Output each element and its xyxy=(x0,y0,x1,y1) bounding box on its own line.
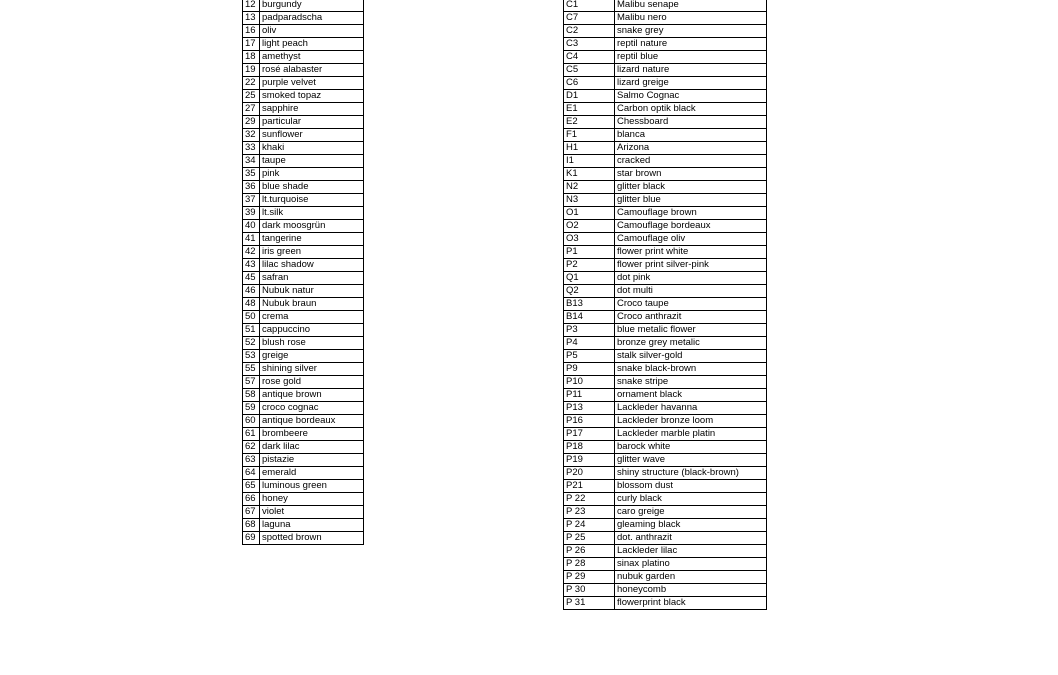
color-name-cell: rosé alabaster xyxy=(260,64,364,77)
color-name-cell: glitter blue xyxy=(615,194,767,207)
table-row xyxy=(564,168,767,181)
table-row xyxy=(564,363,767,376)
table-row xyxy=(243,38,364,51)
table-row xyxy=(243,285,364,298)
color-name-cell: crema xyxy=(260,311,364,324)
color-name-cell: oliv xyxy=(260,25,364,38)
color-table-pattern xyxy=(563,0,767,610)
color-code-cell: B13 xyxy=(564,298,615,311)
color-code-cell: P5 xyxy=(564,350,615,363)
color-code-cell: Q1 xyxy=(564,272,615,285)
color-code-cell: 50 xyxy=(243,311,260,324)
table-row xyxy=(243,389,364,402)
table-row xyxy=(564,207,767,220)
color-code-cell: N3 xyxy=(564,194,615,207)
color-code-cell: 53 xyxy=(243,350,260,363)
color-code-cell: 39 xyxy=(243,207,260,220)
color-code-cell: P9 xyxy=(564,363,615,376)
color-name-cell: dot. anthrazit xyxy=(615,532,767,545)
table-row xyxy=(243,454,364,467)
table-row xyxy=(243,363,364,376)
color-name-cell: Lackleder lilac xyxy=(615,545,767,558)
table-row xyxy=(564,38,767,51)
color-code-cell: 13 xyxy=(243,12,260,25)
table-row xyxy=(243,376,364,389)
color-code-cell: 43 xyxy=(243,259,260,272)
table-row xyxy=(564,142,767,155)
color-code-cell: 19 xyxy=(243,64,260,77)
color-name-cell: croco cognac xyxy=(260,402,364,415)
color-code-cell: C6 xyxy=(564,77,615,90)
table-row xyxy=(564,103,767,116)
table-row xyxy=(243,142,364,155)
table-row xyxy=(564,155,767,168)
table-row xyxy=(243,493,364,506)
table-row xyxy=(564,480,767,493)
color-code-cell: P13 xyxy=(564,402,615,415)
table-row xyxy=(564,545,767,558)
color-name-cell: Malibu senape xyxy=(615,0,767,12)
color-code-cell: 41 xyxy=(243,233,260,246)
color-code-cell: 25 xyxy=(243,90,260,103)
color-code-cell: O1 xyxy=(564,207,615,220)
color-code-cell: P3 xyxy=(564,324,615,337)
color-code-cell: 34 xyxy=(243,155,260,168)
table-row xyxy=(564,129,767,142)
table-row xyxy=(564,350,767,363)
color-name-cell: Carbon optik black xyxy=(615,103,767,116)
table-row xyxy=(243,77,364,90)
table-row xyxy=(243,324,364,337)
color-code-cell: 29 xyxy=(243,116,260,129)
color-name-cell: spotted brown xyxy=(260,532,364,545)
color-code-cell: P 31 xyxy=(564,597,615,610)
color-name-cell: barock white xyxy=(615,441,767,454)
color-name-cell: flower print silver-pink xyxy=(615,259,767,272)
color-name-cell: curly black xyxy=(615,493,767,506)
table-row xyxy=(564,64,767,77)
color-name-cell: blue metalic flower xyxy=(615,324,767,337)
color-name-cell: brombeere xyxy=(260,428,364,441)
color-code-cell: D1 xyxy=(564,90,615,103)
color-code-cell: P4 xyxy=(564,337,615,350)
color-name-cell: burgundy xyxy=(260,0,364,12)
color-name-cell: iris green xyxy=(260,246,364,259)
color-name-cell: ornament black xyxy=(615,389,767,402)
color-code-cell: P 30 xyxy=(564,584,615,597)
color-name-cell: flower print white xyxy=(615,246,767,259)
color-name-cell: taupe xyxy=(260,155,364,168)
color-name-cell: greige xyxy=(260,350,364,363)
color-name-cell: dot multi xyxy=(615,285,767,298)
table-row xyxy=(564,77,767,90)
table-row xyxy=(243,428,364,441)
table-row xyxy=(564,389,767,402)
table-row xyxy=(564,272,767,285)
color-name-cell: smoked topaz xyxy=(260,90,364,103)
color-code-cell: P16 xyxy=(564,415,615,428)
color-name-cell: shiny structure (black-brown) xyxy=(615,467,767,480)
color-name-cell: snake stripe xyxy=(615,376,767,389)
color-name-cell: snake grey xyxy=(615,25,767,38)
table-row xyxy=(564,506,767,519)
table-row xyxy=(243,532,364,545)
color-name-cell: flowerprint black xyxy=(615,597,767,610)
color-name-cell: sapphire xyxy=(260,103,364,116)
color-code-cell: 12 xyxy=(243,0,260,12)
table-row xyxy=(564,25,767,38)
color-name-cell: Malibu nero xyxy=(615,12,767,25)
table-row xyxy=(564,298,767,311)
color-code-cell: 37 xyxy=(243,194,260,207)
color-code-cell: N2 xyxy=(564,181,615,194)
color-name-cell: shining silver xyxy=(260,363,364,376)
color-name-cell: lt.silk xyxy=(260,207,364,220)
color-code-cell: 48 xyxy=(243,298,260,311)
color-name-cell: sinax platino xyxy=(615,558,767,571)
color-code-cell: 27 xyxy=(243,103,260,116)
color-name-cell: snake black-brown xyxy=(615,363,767,376)
color-code-cell: 45 xyxy=(243,272,260,285)
table-row xyxy=(243,116,364,129)
table-row xyxy=(243,272,364,285)
color-code-cell: 33 xyxy=(243,142,260,155)
color-code-cell: 63 xyxy=(243,454,260,467)
color-code-cell: O2 xyxy=(564,220,615,233)
table-row xyxy=(564,558,767,571)
color-name-cell: Croco anthrazit xyxy=(615,311,767,324)
color-code-cell: 57 xyxy=(243,376,260,389)
table-row xyxy=(243,519,364,532)
color-name-cell: blanca xyxy=(615,129,767,142)
color-code-cell: 59 xyxy=(243,402,260,415)
table-row xyxy=(243,441,364,454)
table-row xyxy=(564,246,767,259)
color-code-cell: 65 xyxy=(243,480,260,493)
color-code-cell: 51 xyxy=(243,324,260,337)
color-name-cell: amethyst xyxy=(260,51,364,64)
color-name-cell: antique brown xyxy=(260,389,364,402)
color-code-cell: 68 xyxy=(243,519,260,532)
table-row xyxy=(243,194,364,207)
color-code-cell: Q2 xyxy=(564,285,615,298)
color-code-cell: E1 xyxy=(564,103,615,116)
table-row xyxy=(564,441,767,454)
color-code-cell: 16 xyxy=(243,25,260,38)
color-name-cell: glitter black xyxy=(615,181,767,194)
color-name-cell: star brown xyxy=(615,168,767,181)
table-row xyxy=(564,181,767,194)
table-row xyxy=(243,129,364,142)
color-code-cell: O3 xyxy=(564,233,615,246)
color-name-cell: violet xyxy=(260,506,364,519)
table-row xyxy=(243,415,364,428)
table-row xyxy=(564,519,767,532)
table-row xyxy=(243,12,364,25)
color-name-cell: emerald xyxy=(260,467,364,480)
color-code-cell: 32 xyxy=(243,129,260,142)
color-name-cell: glitter wave xyxy=(615,454,767,467)
table-row xyxy=(564,337,767,350)
table-row xyxy=(243,246,364,259)
table-row xyxy=(564,597,767,610)
color-code-cell: 67 xyxy=(243,506,260,519)
color-name-cell: safran xyxy=(260,272,364,285)
color-name-cell: honey xyxy=(260,493,364,506)
table-row xyxy=(243,181,364,194)
table-row xyxy=(564,324,767,337)
color-name-cell: tangerine xyxy=(260,233,364,246)
color-code-cell: P 26 xyxy=(564,545,615,558)
table-row xyxy=(243,207,364,220)
table-row xyxy=(243,64,364,77)
color-name-cell: rose gold xyxy=(260,376,364,389)
color-code-cell: P1 xyxy=(564,246,615,259)
color-name-cell: purple velvet xyxy=(260,77,364,90)
color-code-cell: 61 xyxy=(243,428,260,441)
table-row xyxy=(564,402,767,415)
table-row xyxy=(564,428,767,441)
color-code-cell: P18 xyxy=(564,441,615,454)
table-row xyxy=(243,467,364,480)
color-name-cell: blue shade xyxy=(260,181,364,194)
table-row xyxy=(243,90,364,103)
color-name-cell: Nubuk natur xyxy=(260,285,364,298)
color-name-cell: Lackleder havanna xyxy=(615,402,767,415)
color-name-cell: honeycomb xyxy=(615,584,767,597)
color-name-cell: light peach xyxy=(260,38,364,51)
color-code-cell: F1 xyxy=(564,129,615,142)
color-name-cell: caro greige xyxy=(615,506,767,519)
color-code-cell: P19 xyxy=(564,454,615,467)
color-name-cell: cappuccino xyxy=(260,324,364,337)
color-name-cell: Croco taupe xyxy=(615,298,767,311)
color-name-cell: reptil nature xyxy=(615,38,767,51)
color-code-cell: C5 xyxy=(564,64,615,77)
table-row xyxy=(564,454,767,467)
color-code-cell: 35 xyxy=(243,168,260,181)
table-row xyxy=(243,25,364,38)
table-row xyxy=(564,0,767,12)
table-row xyxy=(243,155,364,168)
color-name-cell: luminous green xyxy=(260,480,364,493)
color-code-cell: 22 xyxy=(243,77,260,90)
color-name-cell: khaki xyxy=(260,142,364,155)
color-code-cell: 66 xyxy=(243,493,260,506)
color-code-cell: 69 xyxy=(243,532,260,545)
color-code-cell: P 25 xyxy=(564,532,615,545)
color-name-cell: reptil blue xyxy=(615,51,767,64)
color-code-cell: 46 xyxy=(243,285,260,298)
color-code-cell: H1 xyxy=(564,142,615,155)
table-row xyxy=(564,194,767,207)
color-code-cell: 60 xyxy=(243,415,260,428)
color-code-cell: P2 xyxy=(564,259,615,272)
color-code-cell: 52 xyxy=(243,337,260,350)
table-row xyxy=(564,90,767,103)
color-name-cell: pistazie xyxy=(260,454,364,467)
color-code-cell: 17 xyxy=(243,38,260,51)
table-row xyxy=(564,220,767,233)
table-row xyxy=(564,233,767,246)
table-row xyxy=(564,51,767,64)
table-row xyxy=(564,376,767,389)
color-code-cell: P20 xyxy=(564,467,615,480)
table-row xyxy=(564,493,767,506)
color-name-cell: lt.turquoise xyxy=(260,194,364,207)
color-code-cell: P 24 xyxy=(564,519,615,532)
color-table-numeric xyxy=(242,0,364,545)
color-name-cell: cracked xyxy=(615,155,767,168)
color-code-cell: B14 xyxy=(564,311,615,324)
color-name-cell: laguna xyxy=(260,519,364,532)
color-name-cell: blush rose xyxy=(260,337,364,350)
color-code-cell: P 29 xyxy=(564,571,615,584)
color-code-cell: C4 xyxy=(564,51,615,64)
table-row xyxy=(564,259,767,272)
table-row xyxy=(243,0,364,12)
color-name-cell: sunflower xyxy=(260,129,364,142)
color-name-cell: lilac shadow xyxy=(260,259,364,272)
color-code-cell: I1 xyxy=(564,155,615,168)
color-name-cell: Nubuk braun xyxy=(260,298,364,311)
color-code-cell: 42 xyxy=(243,246,260,259)
table-row xyxy=(564,12,767,25)
color-code-cell: K1 xyxy=(564,168,615,181)
table-row xyxy=(243,350,364,363)
color-code-cell: 55 xyxy=(243,363,260,376)
table-row xyxy=(564,571,767,584)
color-name-cell: dot pink xyxy=(615,272,767,285)
color-name-cell: Lackleder marble platin xyxy=(615,428,767,441)
color-name-cell: Camouflage oliv xyxy=(615,233,767,246)
color-name-cell: Salmo Cognac xyxy=(615,90,767,103)
table-row xyxy=(243,506,364,519)
color-code-cell: C1 xyxy=(564,0,615,12)
table-row xyxy=(564,311,767,324)
table-row xyxy=(243,311,364,324)
color-code-cell: 18 xyxy=(243,51,260,64)
color-name-cell: particular xyxy=(260,116,364,129)
color-code-cell: C7 xyxy=(564,12,615,25)
table-row xyxy=(564,532,767,545)
color-name-cell: Lackleder bronze loom xyxy=(615,415,767,428)
color-name-cell: antique bordeaux xyxy=(260,415,364,428)
color-name-cell: pink xyxy=(260,168,364,181)
color-name-cell: blossom dust xyxy=(615,480,767,493)
table-row xyxy=(243,220,364,233)
table-row xyxy=(243,480,364,493)
color-code-cell: P11 xyxy=(564,389,615,402)
color-name-cell: dark lilac xyxy=(260,441,364,454)
color-name-cell: Camouflage bordeaux xyxy=(615,220,767,233)
color-name-cell: lizard greige xyxy=(615,77,767,90)
color-name-cell: stalk silver-gold xyxy=(615,350,767,363)
color-name-cell: Arizona xyxy=(615,142,767,155)
color-code-cell: 62 xyxy=(243,441,260,454)
color-name-cell: bronze grey metalic xyxy=(615,337,767,350)
table-row xyxy=(564,467,767,480)
color-name-cell: gleaming black xyxy=(615,519,767,532)
color-code-cell: P10 xyxy=(564,376,615,389)
color-code-cell: 36 xyxy=(243,181,260,194)
table-row xyxy=(564,415,767,428)
table-row xyxy=(243,337,364,350)
color-code-cell: E2 xyxy=(564,116,615,129)
color-code-cell: 58 xyxy=(243,389,260,402)
color-name-cell: padparadscha xyxy=(260,12,364,25)
color-name-cell: lizard nature xyxy=(615,64,767,77)
color-name-cell: Chessboard xyxy=(615,116,767,129)
table-row xyxy=(243,233,364,246)
table-row xyxy=(243,298,364,311)
color-code-cell: P 22 xyxy=(564,493,615,506)
table-row xyxy=(243,51,364,64)
color-code-cell: 40 xyxy=(243,220,260,233)
color-code-cell: P17 xyxy=(564,428,615,441)
table-row xyxy=(564,116,767,129)
color-name-cell: dark moosgrün xyxy=(260,220,364,233)
color-code-cell: C3 xyxy=(564,38,615,51)
table-row xyxy=(243,103,364,116)
table-row xyxy=(243,402,364,415)
table-row xyxy=(564,584,767,597)
color-code-cell: P 28 xyxy=(564,558,615,571)
color-name-cell: Camouflage brown xyxy=(615,207,767,220)
table-row xyxy=(243,168,364,181)
color-name-cell: nubuk garden xyxy=(615,571,767,584)
color-code-cell: P21 xyxy=(564,480,615,493)
color-code-cell: 64 xyxy=(243,467,260,480)
color-code-cell: C2 xyxy=(564,25,615,38)
color-code-cell: P 23 xyxy=(564,506,615,519)
table-row xyxy=(243,259,364,272)
table-row xyxy=(564,285,767,298)
